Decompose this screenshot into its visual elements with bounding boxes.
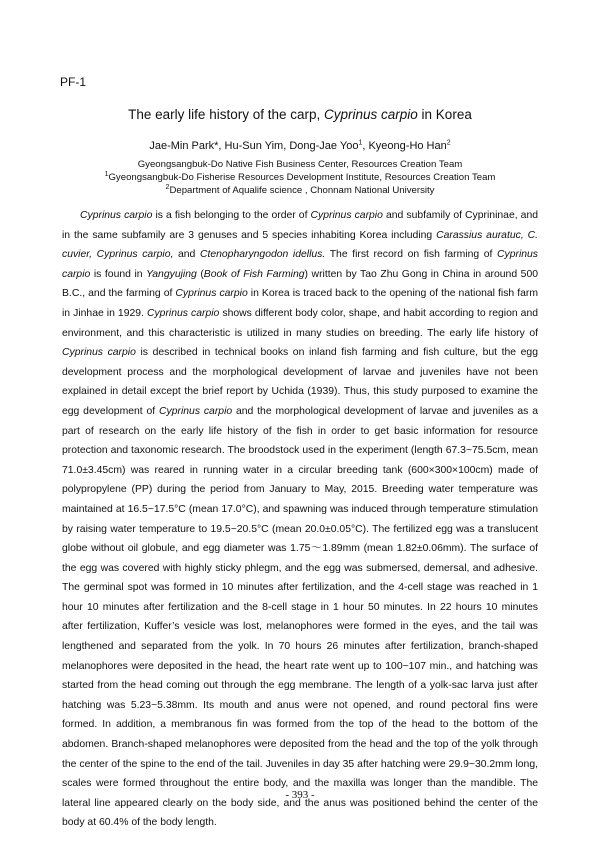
body-italic: Cyprinus carpio <box>310 210 383 221</box>
body-italic: Cyprinus carpio <box>62 249 538 280</box>
body-text: is found in <box>90 268 147 280</box>
body-italic: Cyprinus carpio <box>80 210 153 221</box>
title-suffix: in Korea <box>417 107 472 122</box>
affiliation-1 <box>0 171 600 184</box>
page-number: - 393 - <box>285 789 315 801</box>
paper-code: PF-1 <box>60 75 87 89</box>
body-text: ) written by Tao Zhu Gong in China in around 500 B.C., and the farming of <box>62 268 539 300</box>
body-text: shows different body color, shape, and habit according to region and environment, and this characteristic is utilized in many studies on breeding. The early life history of <box>62 307 539 339</box>
body-italic: Carassius auratuc, C. cuvier, Cyprinus carpio, <box>62 229 538 261</box>
body-italic: Cyprinus carpio <box>175 288 248 300</box>
title-prefix: The early life history of the carp, <box>128 107 324 122</box>
body-text: ( <box>196 268 204 280</box>
body-text: is a fish belonging to the order of <box>152 210 311 221</box>
paper-title <box>0 107 600 122</box>
author-list <box>0 140 600 152</box>
body-text: and <box>173 249 200 261</box>
body-italic: Yangyujing <box>146 268 197 280</box>
body-text: is described in technical books on inland fish farming and fish culture, but the egg development process and the morphological development of larvae and juveniles have not been explained in detail except the brief report by Uchida (1939). Thus, this study purposed to examine the egg development of <box>62 347 538 417</box>
title-species: Cyprinus carpio <box>324 107 418 122</box>
affiliation-1-mark: 1 <box>104 170 109 178</box>
body-text: and the morphological development of larvae and juveniles as a part of research on the early life history of the fish in order to get basic information for resource protection and taxonomic research. The broodstock used in the experiment (length 67.3~75.5cm, mean 71.0±3.45cm) was reared in running water in a circular breeding tank (600×300×100cm) made of polypropylene (PP) during the period from January to May, 2015. Breeding water temperature was maintained at 16.5~17.5°C (mean 17.0°C), and spawning was induced through temperature stimulation by raising water temperature to 19.5~20.5°C (mean 20.0±0.05°C). The fertilized egg was a translucent globe without oil globule, and egg diameter was 1.75～1.89mm (mean 1.82±0.06mm). The surface of the egg was covered with highly sticky phlegm, and the egg was submersed, demersal, and adhesive. The germinal spot was formed in 10 minutes after fertilization, and the 4-cell stage was reached in 1 hour 10 minutes after fertilization and the 8-cell stage in 1 hour 50 minutes. In 22 hours 10 minutes after fertilization, Kuffer’s vesicle was lost, melanophores were formed in the eyes, and the tail was lengthened and separated from the yolk. In 70 hours 26 minutes after fertilization, branch-shaped melanophores were deposited in the head, the heart rate went up to 100~107 min., and hatching was started from the head coming out through the egg membrane. The length of a yolk-sac larva just after hatching was 5.23~5.38mm. Its mouth and anus were not opened, and round pectoral fins were formed. In addition, a membranous fin was formed from the top of the head to the bottom of the abdomen. Branch-shaped melanophores were deposited from the head and the top of the yolk through the center of the spine to the end of the tail. Juveniles in day 35 after hatching were 29.9~30.2mm long, scales were formed throughout the entire body, and the maxilla was longer than the mandible. The lateral line appeared clearly on the body side, and the anus was positioned behind the center of the body at 60.4% of the body length. <box>62 405 538 829</box>
author-affil-mark-1: 1 <box>358 139 363 147</box>
affiliation-0 <box>0 158 600 171</box>
affiliation-0-text: Gyeongsangbuk-Do Native Fish Business Center, Resources Creation Team <box>137 159 463 170</box>
affiliations <box>0 158 600 197</box>
body-italic: Cyprinus carpio <box>159 405 233 417</box>
body-italic: Cyprinus carpio <box>62 347 136 359</box>
abstract-body <box>62 206 538 833</box>
author-affil-mark-2: 2 <box>446 139 451 147</box>
body-italic: Ctenopharyngodon idellus. <box>199 249 326 261</box>
authors-part2: , Kyeong-Ho Han <box>362 140 447 152</box>
body-text: and subfamily of Cyprininae, and in the same subfamily are 3 genuses and 5 species inhabiting Korea including <box>62 210 539 241</box>
affiliation-2-mark: 2 <box>165 183 170 191</box>
body-italic: Cyprinus carpio <box>146 307 220 319</box>
affiliation-1-text: Gyeongsangbuk-Do Fisherise Resources Development Institute, Resources Creation Team <box>108 172 496 183</box>
body-text: The first record on fish farming of <box>325 249 497 261</box>
affiliation-2-text: Department of Aqualife science , Chonnam National University <box>169 185 435 196</box>
body-italic: Book of Fish Farming <box>203 268 305 280</box>
body-text: in Korea is traced back to the opening of the national fish farm in Jinhae in 1929. <box>62 288 538 319</box>
authors-part1: Jae-Min Park*, Hu-Sun Yim, Dong-Jae Yoo <box>149 140 359 152</box>
affiliation-2 <box>0 184 600 197</box>
